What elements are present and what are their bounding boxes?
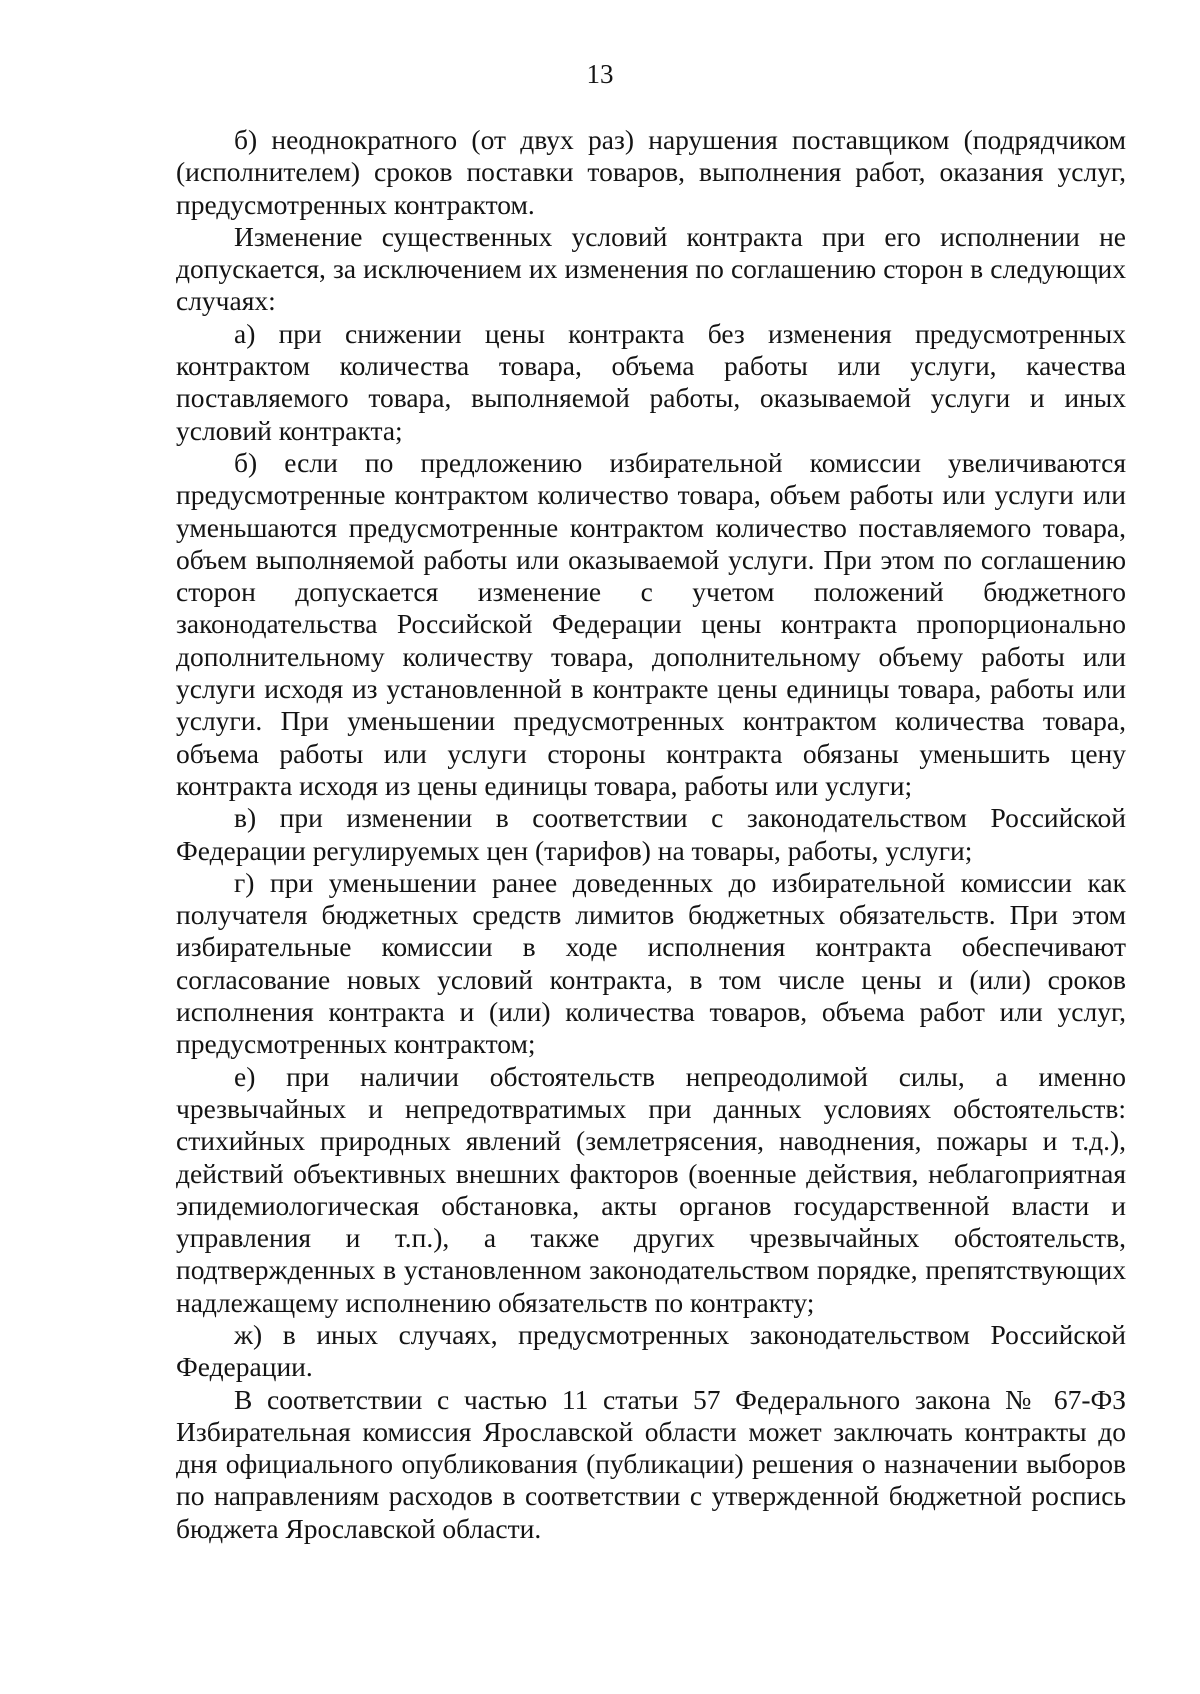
- paragraph-g-budget-limits: г) при уменьшении ранее доведенных до избирательной комиссии как получателя бюджетных средств лимитов бюджетных обязательств. При этом избирательные комиссии в ходе исполнения контракта обеспечивают согласование новых условий контракта, в том числе цены и (или) сроков исполнения контракта и (или) количества товаров, объема работ или услуг, предусмотренных контрактом;: [176, 866, 1126, 1060]
- document-body: [176, 124, 1126, 1545]
- paragraph-e-force-majeure: е) при наличии обстоятельств непреодолимой силы, а именно чрезвычайных и непредотвратимых при данных условиях обстоятельств: стихийных природных явлений (землетрясения, наводнения, пожары и т.д.), действий объективных внешних факторов (военные действия, неблагоприятная эпидемиологическая обстановка, акты органов государственной власти и управления и т.п.), а также других чрезвычайных обстоятельств, подтвержденных в установленном законодательством порядке, препятствующих надлежащему исполнению обязательств по контракту;: [176, 1060, 1126, 1318]
- paragraph-a-price-reduction: а) при снижении цены контракта без изменения предусмотренных контрактом количества товара, объема работы или услуги, качества поставляемого товара, выполняемой работы, оказываемой услуги и иных условий контракта;: [176, 317, 1126, 446]
- paragraph-zh-other-cases: ж) в иных случаях, предусмотренных законодательством Российской Федерации.: [176, 1318, 1126, 1383]
- paragraph-article-57: В соответствии с частью 11 статьи 57 Федерального закона № 67-ФЗ Избирательная комиссия Ярославской области может заключать контракты до дня официального опубликования (публикации) решения о назначении выборов по направлениям расходов в соответствии с утвержденной бюджетной роспись бюджета Ярославской области.: [176, 1383, 1126, 1544]
- paragraph-contract-changes-intro: Изменение существенных условий контракта при его исполнении не допускается, за исключением их изменения по соглашению сторон в следующих случаях:: [176, 220, 1126, 317]
- paragraph-b-quantity-change: б) если по предложению избирательной комиссии увеличиваются предусмотренные контрактом количество товара, объем работы или услуги или уменьшаются предусмотренные контрактом количество поставляемого товара, объем выполняемой работы или оказываемой услуги. При этом по соглашению сторон допускается изменение с учетом положений бюджетного законодательства Российской Федерации цены контракта пропорционально дополнительному количеству товара, дополнительному объему работы или услуги исходя из установленной в контракте цены единицы товара, работы или услуги. При уменьшении предусмотренных контрактом количества товара, объема работы или услуги стороны контракта обязаны уменьшить цену контракта исходя из цены единицы товара, работы или услуги;: [176, 446, 1126, 801]
- page-number: 13: [586, 59, 614, 89]
- paragraph-b-violation: б) неоднократного (от двух раз) нарушения поставщиком (подрядчиком (исполнителем) сроков поставки товаров, выполнения работ, оказания услуг, предусмотренных контрактом.: [176, 124, 1126, 220]
- paragraph-v-regulated-prices: в) при изменении в соответствии с законодательством Российской Федерации регулируемых цен (тарифов) на товары, работы, услуги;: [176, 802, 1126, 866]
